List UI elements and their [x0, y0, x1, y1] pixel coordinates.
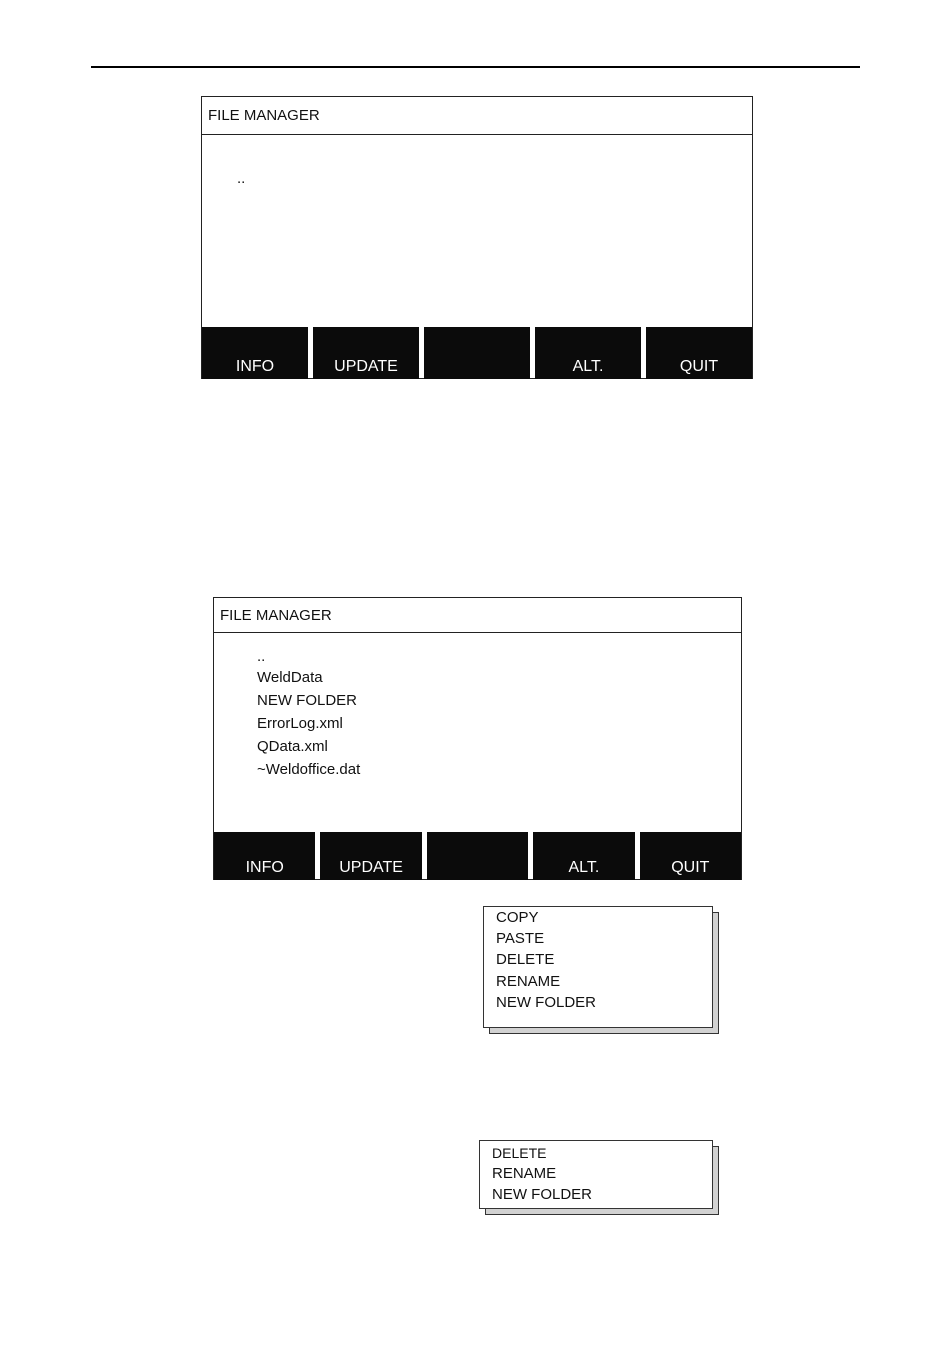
- menu-item-delete[interactable]: DELETE: [492, 1145, 547, 1161]
- update-button[interactable]: UPDATE: [313, 327, 419, 379]
- quit-button[interactable]: QUIT: [640, 832, 741, 880]
- blank-softkey[interactable]: [424, 327, 530, 379]
- file-manager-screen-empty: [201, 96, 753, 379]
- menu-item-rename[interactable]: RENAME: [496, 973, 561, 990]
- menu-box: [483, 906, 713, 1028]
- file-entry[interactable]: QData.xml: [257, 738, 328, 755]
- alt-button[interactable]: ALT.: [533, 832, 634, 880]
- softkey-bar: [214, 832, 741, 880]
- alt-menu-full: [483, 906, 713, 1028]
- info-button[interactable]: INFO: [214, 832, 315, 880]
- file-entry[interactable]: WeldData: [257, 669, 323, 686]
- file-entry[interactable]: ErrorLog.xml: [257, 715, 343, 732]
- menu-box: [479, 1140, 713, 1209]
- info-button[interactable]: INFO: [202, 327, 308, 379]
- file-entry-parent[interactable]: ..: [237, 170, 246, 187]
- menu-item-paste[interactable]: PASTE: [496, 930, 545, 947]
- file-entry-parent[interactable]: ..: [257, 648, 266, 665]
- file-manager-screen-files: [213, 597, 742, 880]
- menu-item-copy[interactable]: COPY: [496, 909, 539, 926]
- file-entry[interactable]: NEW FOLDER: [257, 692, 358, 709]
- screen-title: FILE MANAGER: [202, 97, 752, 135]
- softkey-bar: [202, 327, 752, 379]
- alt-menu-short: [479, 1140, 713, 1209]
- blank-softkey[interactable]: [427, 832, 528, 880]
- menu-item-delete[interactable]: DELETE: [496, 951, 555, 968]
- header-rule: [91, 66, 860, 68]
- menu-item-rename[interactable]: RENAME: [492, 1165, 557, 1182]
- screen-title: FILE MANAGER: [214, 598, 741, 633]
- update-button[interactable]: UPDATE: [320, 832, 421, 880]
- menu-item-new-folder[interactable]: NEW FOLDER: [492, 1186, 593, 1203]
- menu-item-new-folder[interactable]: NEW FOLDER: [496, 994, 597, 1011]
- alt-button[interactable]: ALT.: [535, 327, 641, 379]
- file-entry[interactable]: ~Weldoffice.dat: [257, 761, 361, 778]
- quit-button[interactable]: QUIT: [646, 327, 752, 379]
